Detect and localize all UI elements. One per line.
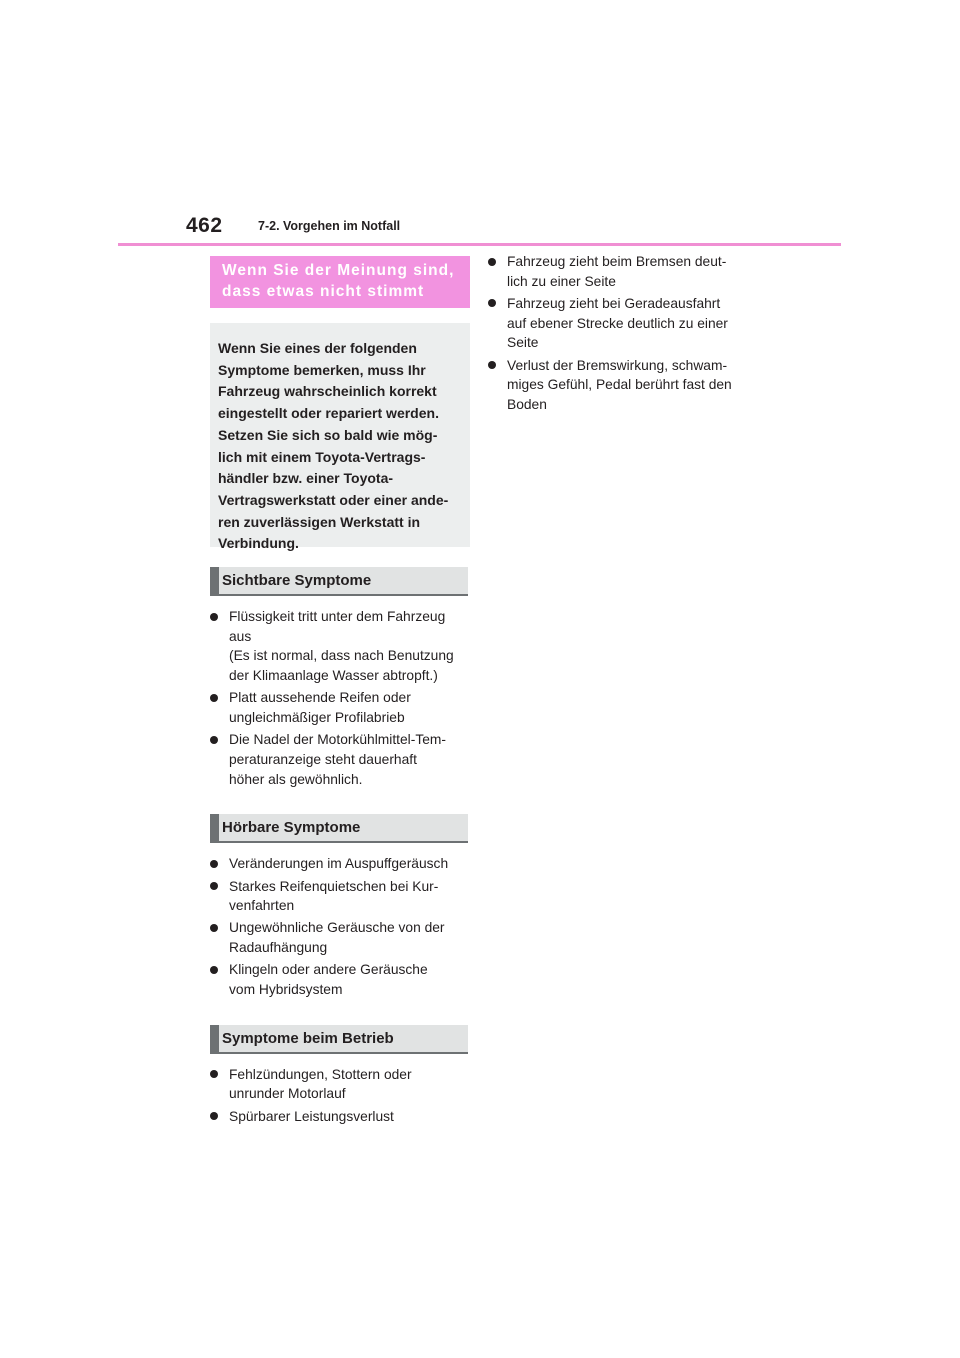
list-item-line: Seite xyxy=(507,335,539,351)
list-item xyxy=(210,1107,470,1127)
left-column xyxy=(210,256,470,1129)
header-rule xyxy=(118,243,841,246)
list-item-line: ungleichmäßiger Profilabrieb xyxy=(229,710,405,726)
bullet-dot-icon xyxy=(488,361,496,369)
intro-note-line: eingestellt oder repariert werden. xyxy=(218,405,439,422)
list-item-line: miges Gefühl, Pedal berührt fast den xyxy=(507,377,732,393)
list-item-line: auf ebener Strecke deutlich zu einer xyxy=(507,315,728,331)
list-item-line: Ungewöhnliche Geräusche von der xyxy=(229,920,445,936)
list-item-line: peraturanzeige steht dauerhaft xyxy=(229,751,417,767)
intro-note-line: Vertragswerkstatt oder einer ande- xyxy=(218,491,449,508)
list-item xyxy=(210,607,470,686)
list-item-line: Platt aussehende Reifen oder xyxy=(229,690,411,706)
list-item-line: vom Hybridsystem xyxy=(229,982,343,998)
list-item-line: lich zu einer Seite xyxy=(507,273,616,289)
intro-note-line: Setzen Sie sich so bald wie mög- xyxy=(218,426,438,443)
right-column xyxy=(488,252,758,417)
topic-title-line: Wenn Sie der Meinung sind, xyxy=(222,262,455,279)
visible-symptoms-heading: Sichtbare Symptome xyxy=(210,567,468,596)
list-item-line: Spürbarer Leistungsverlust xyxy=(229,1108,394,1124)
list-item-line: der Klimaanlage Wasser abtropft.) xyxy=(229,668,438,684)
list-item-line: höher als gewöhnlich. xyxy=(229,771,363,787)
list-item xyxy=(210,877,470,916)
intro-note-box xyxy=(210,323,470,552)
intro-note-line: Wenn Sie eines der folgenden xyxy=(218,340,417,356)
list-item-line: Fahrzeug zieht beim Bremsen deut- xyxy=(507,254,727,269)
list-item xyxy=(210,1065,470,1104)
list-item-line: Fahrzeug zieht bei Geradeausfahrt xyxy=(507,295,721,311)
list-item-line: aus xyxy=(229,628,252,644)
bullet-dot-icon xyxy=(210,966,218,974)
bullet-dot-icon xyxy=(210,1070,218,1078)
operation-symptoms-list xyxy=(210,1065,470,1127)
audible-symptoms-heading: Hörbare Symptome xyxy=(210,814,468,843)
driving-symptoms-list xyxy=(488,252,758,415)
bullet-dot-icon xyxy=(210,736,218,744)
bullet-dot-icon xyxy=(210,613,218,621)
list-item-line: Radaufhängung xyxy=(229,940,328,956)
section-title: 7-2. Vorgehen im Notfall xyxy=(258,219,401,233)
intro-note-line: händler bzw. einer Toyota- xyxy=(218,470,394,487)
bullet-dot-icon xyxy=(210,924,218,932)
operation-symptoms-heading: Symptome beim Betrieb xyxy=(210,1025,468,1054)
page-number: 462 xyxy=(186,214,223,237)
intro-note-line: Symptome bemerken, muss Ihr xyxy=(218,361,426,378)
list-item-line: (Es ist normal, dass nach Benutzung xyxy=(229,648,454,664)
list-item-line: Fehlzündungen, Stottern oder xyxy=(229,1066,412,1082)
intro-note-line: ren zuverlässigen Werkstatt in xyxy=(218,513,421,530)
bullet-dot-icon xyxy=(210,1112,218,1120)
list-item-line: Die Nadel der Motorkühlmittel-Tem- xyxy=(229,732,446,748)
intro-note-line: lich mit einem Toyota-Vertrags- xyxy=(218,448,426,465)
list-item xyxy=(210,730,470,789)
list-item xyxy=(210,854,470,874)
list-item-line: Veränderungen im Auspuffgeräusch xyxy=(229,856,449,872)
list-item-line: Starkes Reifenquietschen bei Kur- xyxy=(229,878,439,894)
audible-symptoms-list xyxy=(210,854,470,999)
list-item xyxy=(488,252,758,291)
intro-note-line: Fahrzeug wahrscheinlich korrekt xyxy=(218,383,437,400)
list-item xyxy=(210,688,470,727)
topic-title-line: dass etwas nicht stimmt xyxy=(222,283,425,300)
bullet-dot-icon xyxy=(210,694,218,702)
topic-title-box xyxy=(210,256,470,308)
list-item xyxy=(488,356,758,415)
list-item xyxy=(210,960,470,999)
list-item xyxy=(210,918,470,957)
bullet-dot-icon xyxy=(488,258,496,266)
list-item xyxy=(488,294,758,353)
list-item-line: Verlust der Bremswirkung, schwam- xyxy=(507,357,728,373)
list-item-line: Flüssigkeit tritt unter dem Fahrzeug xyxy=(229,609,446,624)
bullet-dot-icon xyxy=(488,299,496,307)
list-item-line: venfahrten xyxy=(229,898,295,914)
bullet-dot-icon xyxy=(210,860,218,868)
list-item-line: Boden xyxy=(507,396,547,412)
bullet-dot-icon xyxy=(210,882,218,890)
list-item-line: unrunder Motorlauf xyxy=(229,1086,346,1102)
list-item-line: Klingeln oder andere Geräusche xyxy=(229,962,428,978)
visible-symptoms-list xyxy=(210,607,470,789)
intro-note-line: Verbindung. xyxy=(218,535,299,552)
